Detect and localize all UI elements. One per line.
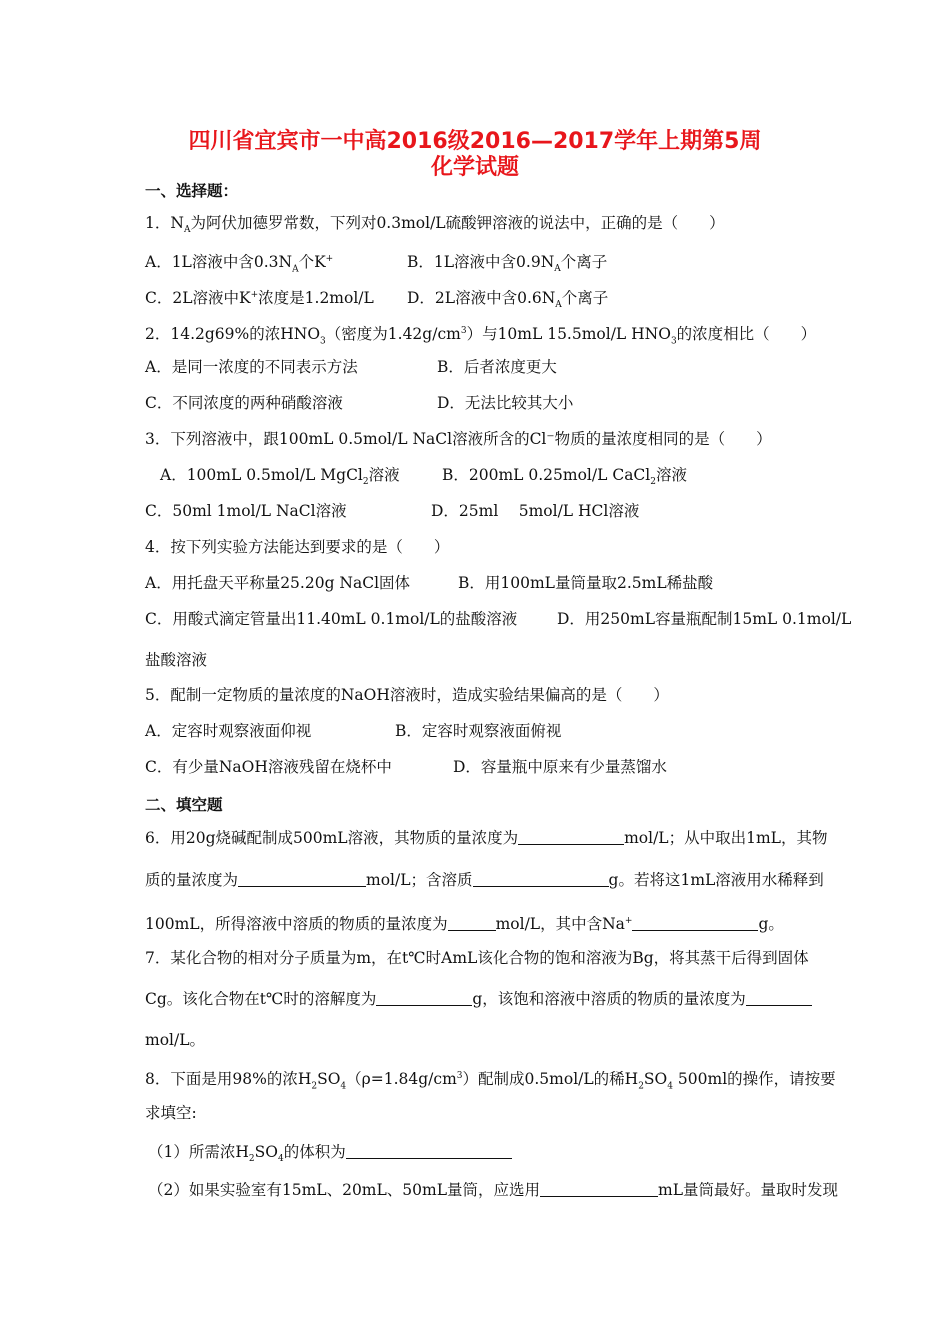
question-4-options-cd	[145, 609, 851, 629]
question-2-stem: 2．14.2g69%的浓$HNO_3$（密度为$1.42g/cm^3$）与10mL 15.5mol/L $HNO_3$的浓度相比（ ）	[145, 325, 817, 347]
question-1-stem: 1．$N_A$为阿伏加德罗常数，下列对0.3mol/L硫酸钾溶液的说法中，正确的是（ ）	[145, 214, 725, 236]
option-d: D．容量瓶中原来有少量蒸馏水	[453, 758, 667, 776]
question-3-options-ab	[160, 465, 687, 492]
answer-blank[interactable]	[632, 914, 758, 931]
option-b: B．后者浓度更大	[437, 358, 557, 376]
title-line-2: 化学试题	[430, 155, 519, 180]
answer-blank[interactable]	[518, 828, 624, 845]
question-5-options-cd	[145, 757, 667, 777]
option-a: A．1L溶液中含$0.3N_A$个K+	[145, 253, 334, 275]
option-d: D．无法比较其大小	[437, 394, 574, 412]
option-b: B．定容时观察液面俯视	[395, 722, 562, 740]
question-8-line-2: 求填空:	[145, 1104, 197, 1122]
question-6-line-3: 100mL，所得溶液中溶质的物质的量浓度为 mol/L，其中含Na+ g。	[145, 915, 784, 934]
section-fill-heading: 二、填空题	[145, 796, 223, 814]
answer-blank[interactable]	[238, 870, 366, 887]
question-6-line-2: 质的量浓度为 mol/L；含溶质 g。若将这1mL溶液用水稀释到	[145, 871, 824, 889]
option-b: B．200mL 0.25mol/L CaCl$_2$溶液	[442, 466, 688, 488]
question-1-options-cd	[145, 285, 608, 315]
answer-blank[interactable]	[540, 1180, 658, 1197]
question-3-options-cd	[145, 501, 639, 521]
question-8-line-1: 8．下面是用98%的浓$H_2SO_4(\rho=1.84g/cm^3)$配制成0.5mol/L的稀$H_2SO_4$ 500ml的操作，请按要	[145, 1070, 836, 1092]
question-3-stem: 3．下列溶液中，跟100mL 0.5mol/L NaCl溶液所含的Cl⁻物质的量浓度相同的是（ ）	[145, 430, 772, 448]
question-5-options-ab	[145, 721, 561, 741]
question-4-options-ab	[145, 573, 713, 593]
question-4-option-d-continued: 盐酸溶液	[145, 651, 208, 669]
option-a: A．用托盘天平称量25.20g NaCl固体	[145, 574, 411, 592]
option-a: A．100mL 0.5mol/L MgCl$_2$溶液	[160, 466, 400, 488]
question-5-stem: 5．配制一定物质的量浓度的NaOH溶液时，造成实验结果偏高的是（ ）	[145, 686, 669, 704]
option-c: C．2L溶液中K+浓度是1.2mol/L	[145, 289, 374, 308]
option-c: C．有少量NaOH溶液残留在烧杯中	[145, 758, 392, 776]
question-7-line-2: Cg。该化合物在t℃时的溶解度为 g，该饱和溶液中溶质的物质的量浓度为	[145, 989, 812, 1009]
question-2-options-cd	[145, 393, 573, 413]
option-c: C．用酸式滴定管量出11.40mL 0.1mol/L的盐酸溶液	[145, 610, 518, 628]
question-2-options-ab	[145, 357, 557, 377]
option-b: B．用100mL量筒量取2.5mL稀盐酸	[458, 574, 714, 592]
option-a: A．定容时观察液面仰视	[145, 722, 312, 740]
option-c: C．不同浓度的两种硝酸溶液	[145, 394, 343, 412]
answer-blank[interactable]	[346, 1142, 512, 1159]
answer-blank[interactable]	[448, 914, 496, 931]
answer-blank[interactable]	[473, 870, 609, 887]
answer-blank[interactable]	[376, 989, 472, 1006]
option-d: D．用250mL容量瓶配制15mL 0.1mol/L	[557, 610, 852, 628]
option-d: D．2L溶液中含$0.6N_A$个离子	[407, 289, 609, 311]
title-line-1: 四川省宜宾市一中高2016级2016—2017学年上期第5周	[188, 129, 762, 154]
option-d: D．25ml 5mol/L HCl溶液	[431, 502, 640, 520]
question-8-part-2: （2）如果实验室有15mL、20mL、50mL量筒，应选用 mL量筒最好。量取时发现	[148, 1181, 839, 1199]
question-8-part-1: （1）所需浓$H_2SO_4$的体积为	[148, 1142, 512, 1169]
question-7-line-1: 7．某化合物的相对分子质量为m，在t℃时AmL该化合物的饱和溶液为Bg，将其蒸干后得到固体	[145, 949, 809, 967]
option-c: C．50ml 1mol/L NaCl溶液	[145, 502, 347, 520]
answer-blank[interactable]	[746, 989, 812, 1006]
question-6-line-1: 6．用20g烧碱配制成500mL溶液，其物质的量浓度为 mol/L；从中取出1mL，其物	[145, 829, 828, 847]
question-1-options-ab	[145, 249, 607, 279]
question-4-stem: 4．按下列实验方法能达到要求的是（ ）	[145, 538, 450, 556]
question-7-line-3: mol/L。	[145, 1031, 206, 1049]
option-a: A．是同一浓度的不同表示方法	[145, 358, 358, 376]
section-choice-heading: 一、选择题：	[145, 182, 239, 200]
option-b: B．1L溶液中含$0.9N_A$个离子	[407, 253, 608, 275]
